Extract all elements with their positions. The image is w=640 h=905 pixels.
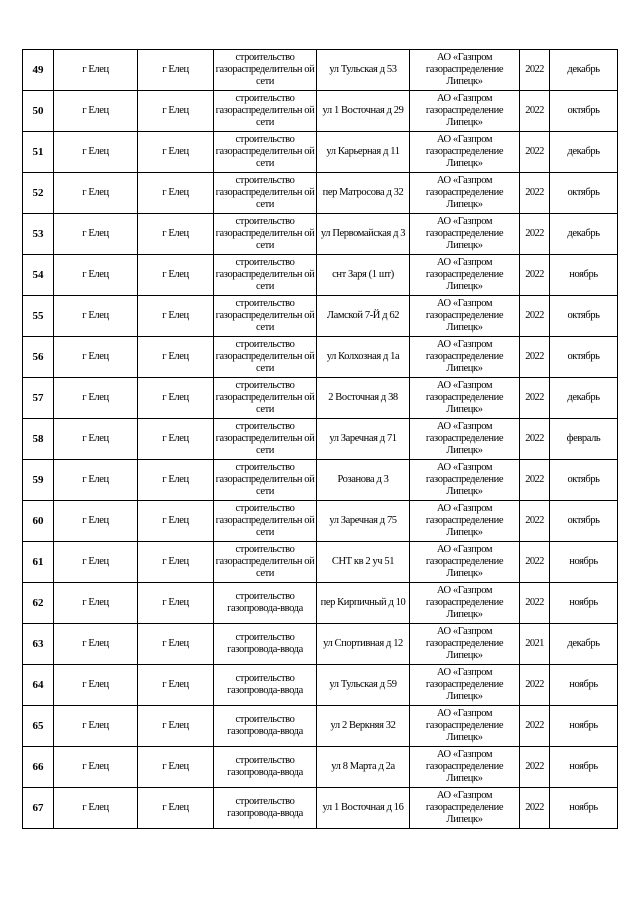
year-cell: 2022 (520, 132, 550, 173)
locality-cell: г Елец (54, 747, 138, 788)
table-row (23, 91, 618, 132)
gasification-schedule-table (22, 49, 618, 829)
address-cell: пер Матросова д 32 (317, 173, 410, 214)
year-cell: 2022 (520, 173, 550, 214)
row-number-cell: 54 (23, 255, 54, 296)
organization-cell: АО «Газпром газораспределение Липецк» (410, 665, 520, 706)
address-cell: ул Заречная д 71 (317, 419, 410, 460)
locality-cell: г Елец (54, 91, 138, 132)
settlement-cell: г Елец (138, 132, 214, 173)
row-number-cell: 61 (23, 542, 54, 583)
settlement-cell: г Елец (138, 788, 214, 829)
table-body (23, 50, 618, 829)
locality-cell: г Елец (54, 624, 138, 665)
locality-cell: г Елец (54, 788, 138, 829)
work-type-cell: строительство газопровода-ввода (214, 624, 317, 665)
row-number-cell: 53 (23, 214, 54, 255)
address-cell: ул Тульская д 59 (317, 665, 410, 706)
table-row (23, 337, 618, 378)
settlement-cell: г Елец (138, 747, 214, 788)
table-row (23, 50, 618, 91)
month-cell: декабрь (550, 624, 618, 665)
work-type-cell: строительство газопровода-ввода (214, 706, 317, 747)
settlement-cell: г Елец (138, 337, 214, 378)
address-cell: СНТ кв 2 уч 51 (317, 542, 410, 583)
work-type-cell: строительство газопровода-ввода (214, 747, 317, 788)
row-number-cell: 60 (23, 501, 54, 542)
month-cell: ноябрь (550, 542, 618, 583)
settlement-cell: г Елец (138, 501, 214, 542)
month-cell: ноябрь (550, 788, 618, 829)
row-number-cell: 57 (23, 378, 54, 419)
month-cell: ноябрь (550, 665, 618, 706)
locality-cell: г Елец (54, 583, 138, 624)
settlement-cell: г Елец (138, 460, 214, 501)
locality-cell: г Елец (54, 706, 138, 747)
work-type-cell: строительство газораспределительн ой сети (214, 460, 317, 501)
work-type-cell: строительство газопровода-ввода (214, 788, 317, 829)
address-cell: Ламской 7-Й д 62 (317, 296, 410, 337)
table-row (23, 665, 618, 706)
address-cell: ул 2 Веркняя 32 (317, 706, 410, 747)
locality-cell: г Елец (54, 214, 138, 255)
settlement-cell: г Елец (138, 214, 214, 255)
row-number-cell: 65 (23, 706, 54, 747)
work-type-cell: строительство газораспределительн ой сети (214, 542, 317, 583)
year-cell: 2022 (520, 91, 550, 132)
settlement-cell: г Елец (138, 173, 214, 214)
organization-cell: АО «Газпром газораспределение Липецк» (410, 132, 520, 173)
address-cell: ул 1 Восточная д 16 (317, 788, 410, 829)
year-cell: 2022 (520, 296, 550, 337)
table-row (23, 583, 618, 624)
month-cell: декабрь (550, 132, 618, 173)
table-row (23, 788, 618, 829)
row-number-cell: 62 (23, 583, 54, 624)
locality-cell: г Елец (54, 296, 138, 337)
table-row (23, 296, 618, 337)
address-cell: ул 8 Марта д 2а (317, 747, 410, 788)
table-row (23, 255, 618, 296)
locality-cell: г Елец (54, 50, 138, 91)
work-type-cell: строительство газораспределительн ой сети (214, 419, 317, 460)
month-cell: октябрь (550, 337, 618, 378)
address-cell: ул 1 Восточная д 29 (317, 91, 410, 132)
settlement-cell: г Елец (138, 419, 214, 460)
address-cell: ул Колхозная д 1а (317, 337, 410, 378)
row-number-cell: 50 (23, 91, 54, 132)
month-cell: декабрь (550, 378, 618, 419)
work-type-cell: строительство газораспределительн ой сети (214, 132, 317, 173)
month-cell: февраль (550, 419, 618, 460)
row-number-cell: 56 (23, 337, 54, 378)
settlement-cell: г Елец (138, 542, 214, 583)
organization-cell: АО «Газпром газораспределение Липецк» (410, 255, 520, 296)
year-cell: 2022 (520, 214, 550, 255)
settlement-cell: г Елец (138, 706, 214, 747)
row-number-cell: 49 (23, 50, 54, 91)
month-cell: октябрь (550, 501, 618, 542)
month-cell: ноябрь (550, 583, 618, 624)
address-cell: Розанова д 3 (317, 460, 410, 501)
organization-cell: АО «Газпром газораспределение Липецк» (410, 337, 520, 378)
year-cell: 2022 (520, 501, 550, 542)
row-number-cell: 58 (23, 419, 54, 460)
work-type-cell: строительство газораспределительн ой сети (214, 501, 317, 542)
year-cell: 2022 (520, 706, 550, 747)
table-row (23, 624, 618, 665)
locality-cell: г Елец (54, 460, 138, 501)
work-type-cell: строительство газопровода-ввода (214, 665, 317, 706)
year-cell: 2022 (520, 50, 550, 91)
locality-cell: г Елец (54, 378, 138, 419)
year-cell: 2022 (520, 378, 550, 419)
organization-cell: АО «Газпром газораспределение Липецк» (410, 173, 520, 214)
organization-cell: АО «Газпром газораспределение Липецк» (410, 50, 520, 91)
row-number-cell: 67 (23, 788, 54, 829)
work-type-cell: строительство газораспределительн ой сети (214, 255, 317, 296)
year-cell: 2022 (520, 460, 550, 501)
year-cell: 2022 (520, 542, 550, 583)
settlement-cell: г Елец (138, 296, 214, 337)
settlement-cell: г Елец (138, 624, 214, 665)
settlement-cell: г Елец (138, 91, 214, 132)
organization-cell: АО «Газпром газораспределение Липецк» (410, 624, 520, 665)
address-cell: снт Заря (1 шт) (317, 255, 410, 296)
month-cell: ноябрь (550, 255, 618, 296)
locality-cell: г Елец (54, 173, 138, 214)
table-row (23, 378, 618, 419)
month-cell: декабрь (550, 214, 618, 255)
settlement-cell: г Елец (138, 378, 214, 419)
organization-cell: АО «Газпром газораспределение Липецк» (410, 501, 520, 542)
row-number-cell: 64 (23, 665, 54, 706)
month-cell: октябрь (550, 173, 618, 214)
table-row (23, 460, 618, 501)
year-cell: 2022 (520, 255, 550, 296)
work-type-cell: строительство газораспределительн ой сети (214, 50, 317, 91)
table-row (23, 419, 618, 460)
address-cell: ул Тульская д 53 (317, 50, 410, 91)
organization-cell: АО «Газпром газораспределение Липецк» (410, 542, 520, 583)
year-cell: 2021 (520, 624, 550, 665)
table-row (23, 173, 618, 214)
work-type-cell: строительство газораспределительн ой сети (214, 296, 317, 337)
year-cell: 2022 (520, 665, 550, 706)
address-cell: ул Карьерная д 11 (317, 132, 410, 173)
organization-cell: АО «Газпром газораспределение Липецк» (410, 583, 520, 624)
locality-cell: г Елец (54, 419, 138, 460)
settlement-cell: г Елец (138, 665, 214, 706)
work-type-cell: строительство газораспределительн ой сети (214, 337, 317, 378)
work-type-cell: строительство газораспределительн ой сети (214, 173, 317, 214)
month-cell: декабрь (550, 50, 618, 91)
organization-cell: АО «Газпром газораспределение Липецк» (410, 788, 520, 829)
organization-cell: АО «Газпром газораспределение Липецк» (410, 378, 520, 419)
month-cell: октябрь (550, 296, 618, 337)
work-type-cell: строительство газораспределительн ой сети (214, 214, 317, 255)
work-type-cell: строительство газопровода-ввода (214, 583, 317, 624)
table-row (23, 132, 618, 173)
row-number-cell: 66 (23, 747, 54, 788)
work-type-cell: строительство газораспределительн ой сети (214, 378, 317, 419)
table-row (23, 542, 618, 583)
address-cell: ул Первомайская д 3 (317, 214, 410, 255)
locality-cell: г Елец (54, 501, 138, 542)
work-type-cell: строительство газораспределительн ой сети (214, 91, 317, 132)
organization-cell: АО «Газпром газораспределение Липецк» (410, 419, 520, 460)
table-row (23, 501, 618, 542)
organization-cell: АО «Газпром газораспределение Липецк» (410, 296, 520, 337)
locality-cell: г Елец (54, 132, 138, 173)
settlement-cell: г Елец (138, 583, 214, 624)
row-number-cell: 59 (23, 460, 54, 501)
year-cell: 2022 (520, 747, 550, 788)
organization-cell: АО «Газпром газораспределение Липецк» (410, 214, 520, 255)
row-number-cell: 51 (23, 132, 54, 173)
month-cell: октябрь (550, 91, 618, 132)
year-cell: 2022 (520, 583, 550, 624)
year-cell: 2022 (520, 788, 550, 829)
row-number-cell: 52 (23, 173, 54, 214)
organization-cell: АО «Газпром газораспределение Липецк» (410, 747, 520, 788)
organization-cell: АО «Газпром газораспределение Липецк» (410, 706, 520, 747)
address-cell: ул Заречная д 75 (317, 501, 410, 542)
address-cell: 2 Восточная д 38 (317, 378, 410, 419)
address-cell: ул Спортивная д 12 (317, 624, 410, 665)
month-cell: ноябрь (550, 747, 618, 788)
settlement-cell: г Елец (138, 255, 214, 296)
table-row (23, 214, 618, 255)
locality-cell: г Елец (54, 337, 138, 378)
table-row (23, 747, 618, 788)
month-cell: октябрь (550, 460, 618, 501)
locality-cell: г Елец (54, 665, 138, 706)
month-cell: ноябрь (550, 706, 618, 747)
organization-cell: АО «Газпром газораспределение Липецк» (410, 460, 520, 501)
locality-cell: г Елец (54, 542, 138, 583)
year-cell: 2022 (520, 337, 550, 378)
row-number-cell: 55 (23, 296, 54, 337)
organization-cell: АО «Газпром газораспределение Липецк» (410, 91, 520, 132)
row-number-cell: 63 (23, 624, 54, 665)
address-cell: пер Кирпичный д 10 (317, 583, 410, 624)
year-cell: 2022 (520, 419, 550, 460)
settlement-cell: г Елец (138, 50, 214, 91)
locality-cell: г Елец (54, 255, 138, 296)
table-row (23, 706, 618, 747)
